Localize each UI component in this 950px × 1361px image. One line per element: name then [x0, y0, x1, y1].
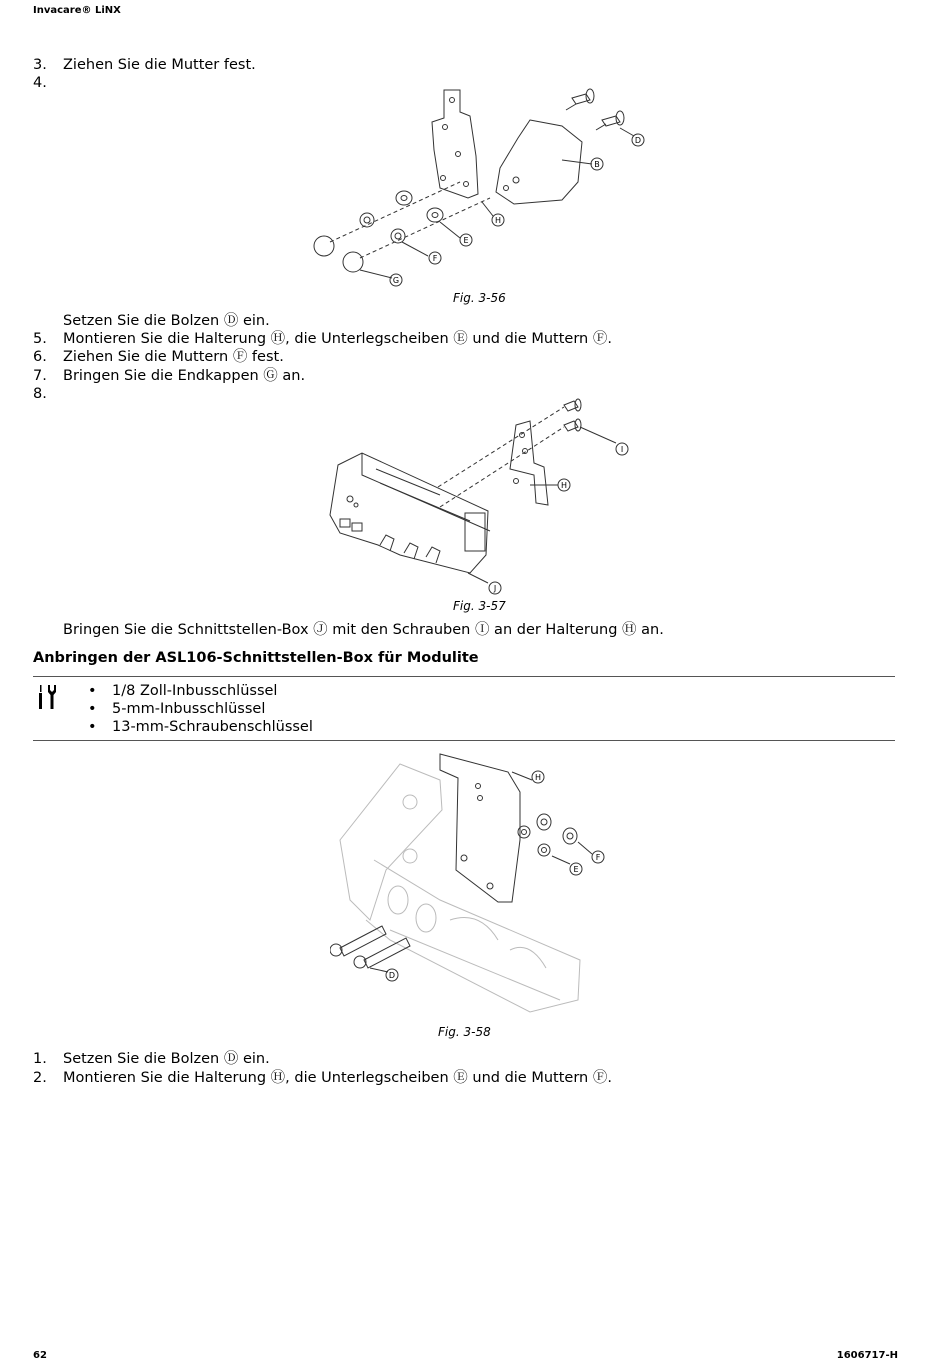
step-number: 3. [33, 57, 47, 73]
figure-3-56-illustration [300, 82, 660, 292]
figure-3-56-caption: Fig. 3-56 [453, 291, 506, 305]
callout-d: D [634, 136, 642, 145]
page-number: 62 [33, 1350, 47, 1361]
callout-e: E [463, 236, 469, 245]
callout-i: I [620, 445, 624, 454]
list-item: • 13-mm-Schraubenschlüssel [88, 718, 313, 736]
step-text: Setzen Sie die Bolzen Ⓓ ein. [63, 1051, 270, 1067]
callout-h: H [560, 481, 568, 490]
figure-3-57-caption: Fig. 3-57 [453, 599, 506, 613]
step-text: Montieren Sie die Halterung Ⓗ, die Unterlegscheiben Ⓔ und die Muttern Ⓕ. [63, 1070, 612, 1086]
callout-b: B [594, 160, 600, 169]
step-text: Montieren Sie die Halterung Ⓗ, die Unterlegscheiben Ⓔ und die Muttern Ⓕ. [63, 331, 612, 347]
tools-top-rule [33, 676, 895, 677]
step-7 [33, 367, 305, 385]
step-5 [33, 330, 612, 348]
step-number: 8. [33, 386, 47, 402]
step-4 [33, 74, 63, 92]
step-number: 7. [33, 368, 47, 384]
figure-3-58-illustration [330, 750, 620, 1020]
figure-3-58-caption: Fig. 3-58 [438, 1025, 491, 1039]
callout-f: F [432, 254, 438, 263]
step-number: 6. [33, 349, 47, 365]
step-2 [33, 1069, 612, 1087]
tools-icon [38, 684, 60, 710]
figure-3-57-illustration [320, 395, 640, 600]
callout-h: H [494, 216, 502, 225]
list-item: • 5-mm-Inbusschlüssel [88, 700, 313, 718]
step-text: Ziehen Sie die Muttern Ⓕ fest. [63, 349, 284, 365]
document-number: 1606717-H [836, 1350, 898, 1361]
step-number: 2. [33, 1070, 47, 1086]
callout-d: D [388, 971, 396, 980]
step-number: 1. [33, 1051, 47, 1067]
tools-list [88, 682, 313, 736]
step-1 [33, 1050, 270, 1068]
callout-g: G [392, 276, 400, 285]
bracket-part [432, 90, 478, 198]
step-lead-bolts: Setzen Sie die Bolzen Ⓓ ein. [63, 313, 270, 329]
step-3 [33, 56, 256, 74]
step-number: 5. [33, 331, 47, 347]
list-item: • 1/8 Zoll-Inbusschlüssel [88, 682, 313, 700]
step-number: 4. [33, 75, 47, 91]
step-text: Ziehen Sie die Mutter fest. [63, 57, 256, 73]
callout-h: H [534, 773, 542, 782]
header-title: Invacare® LiNX [33, 5, 121, 16]
step-6 [33, 348, 284, 366]
callout-f: F [595, 853, 601, 862]
tools-bottom-rule [33, 740, 895, 741]
step-text: Bringen Sie die Endkappen Ⓖ an. [63, 368, 306, 384]
step-lead-box: Bringen Sie die Schnittstellen-Box Ⓙ mit den Schrauben Ⓘ an der Halterung Ⓗ an. [63, 622, 664, 638]
callout-e: E [573, 865, 579, 874]
callout-j: J [493, 584, 497, 593]
step-8 [33, 385, 63, 403]
section-title: Anbringen der ASL106-Schnittstellen-Box für Modulite [33, 650, 479, 666]
